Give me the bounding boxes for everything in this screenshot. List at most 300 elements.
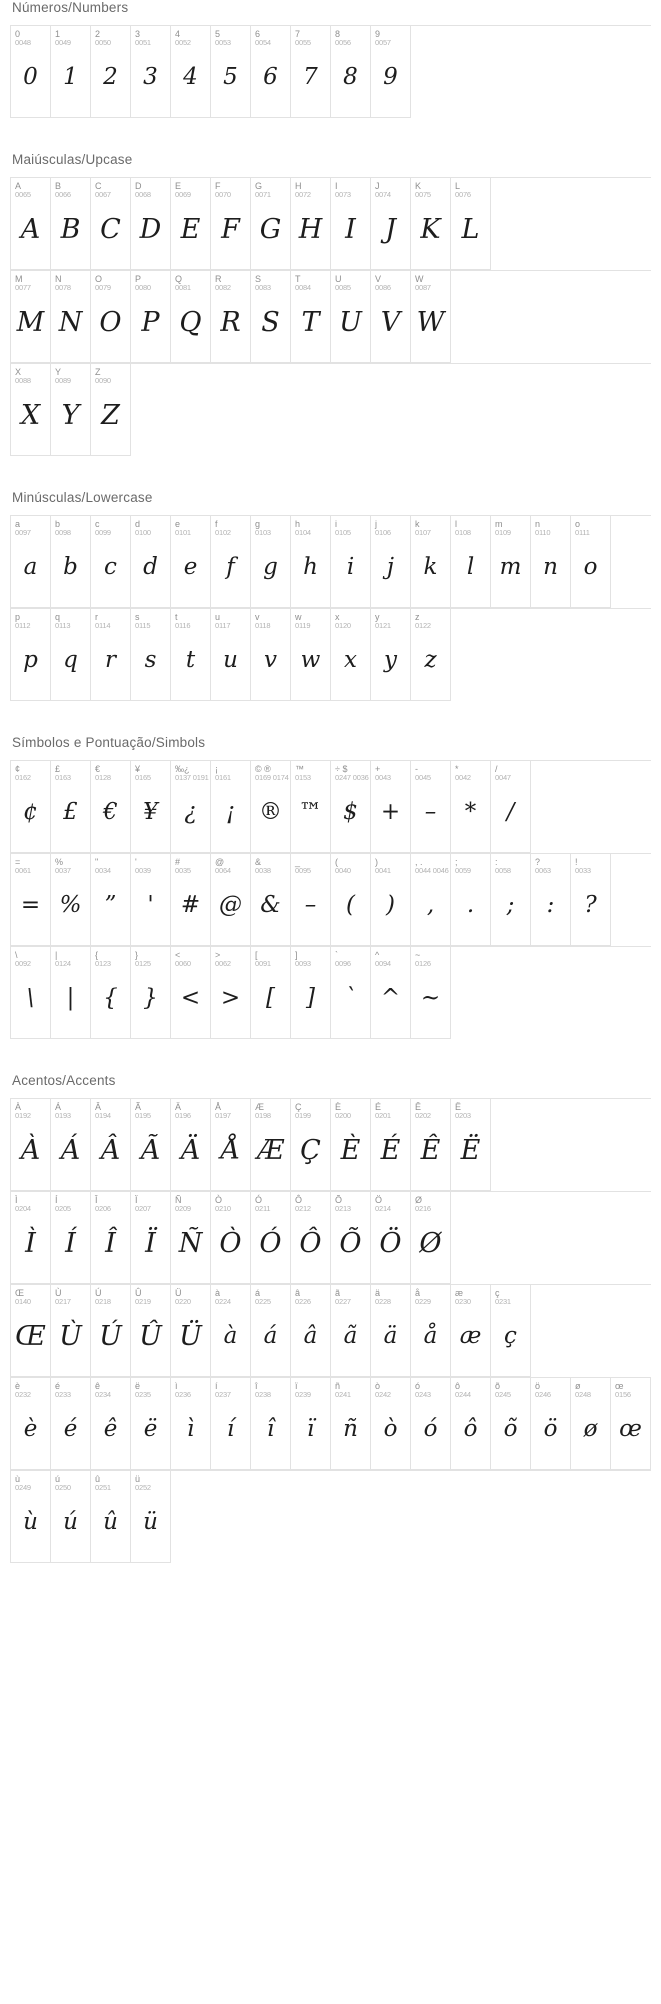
glyph-cell[interactable] (131, 947, 171, 1039)
glyph-char-label: N (55, 274, 62, 284)
glyph-cell[interactable] (491, 1285, 531, 1377)
glyph-preview: 7 (303, 63, 318, 90)
glyph-cell[interactable] (251, 271, 291, 363)
glyph-char-label: æ (455, 1288, 464, 1298)
glyph-char-code: 0229 (415, 1297, 431, 1307)
glyph-cell[interactable] (331, 271, 371, 363)
glyph-char-label: > (215, 950, 221, 960)
glyph-preview: > (220, 984, 241, 1011)
glyph-meta (11, 271, 50, 293)
glyph-cell[interactable] (171, 1285, 211, 1377)
glyph-meta (91, 947, 130, 969)
glyph-preview: / (506, 798, 515, 825)
glyph-cell[interactable] (331, 178, 371, 270)
glyph-cell[interactable] (491, 516, 531, 608)
glyph-meta (291, 761, 330, 783)
glyph-cell[interactable] (131, 1471, 171, 1563)
glyph-cell[interactable] (11, 1192, 51, 1284)
glyph-meta (291, 271, 330, 293)
glyph-cell[interactable] (51, 178, 91, 270)
glyph-char-code: 0111 (575, 528, 590, 538)
glyph-cell[interactable] (291, 854, 331, 946)
glyph-cell[interactable] (171, 854, 211, 946)
glyph-cell[interactable] (211, 516, 251, 608)
glyph-preview: ¢ (23, 798, 38, 825)
glyph-char-code: 0070 (215, 190, 231, 200)
glyph-cell[interactable] (411, 516, 451, 608)
glyph-preview: ' (147, 891, 154, 918)
glyph-meta (491, 1378, 530, 1400)
glyph-char-label: Æ (255, 1102, 264, 1112)
glyph-cell[interactable] (451, 178, 491, 270)
glyph-preview: S (261, 306, 280, 338)
glyph-char-code: 0053 (215, 38, 231, 48)
glyph-cell[interactable] (251, 947, 291, 1039)
glyph-meta (91, 1285, 130, 1307)
glyph-preview: R (220, 306, 241, 338)
glyph-char-code: 0251 (95, 1483, 111, 1493)
glyph-cell[interactable] (91, 1192, 131, 1284)
glyph-char-label: Z (95, 367, 101, 377)
glyph-meta (91, 1471, 130, 1493)
glyph-cell[interactable] (131, 761, 171, 853)
glyph-meta (211, 1285, 250, 1307)
glyph-cell[interactable] (131, 854, 171, 946)
glyph-char-code: 0202 (415, 1111, 431, 1121)
glyph-meta (211, 947, 250, 969)
glyph-cell[interactable] (211, 1285, 251, 1377)
glyph-cell[interactable] (291, 26, 331, 118)
glyph-row (10, 946, 651, 1039)
glyph-char-label: ó (415, 1381, 421, 1391)
glyph-meta (371, 947, 410, 969)
glyph-cell[interactable] (11, 178, 51, 270)
glyph-cell[interactable] (91, 516, 131, 608)
glyph-cell[interactable] (251, 1192, 291, 1284)
glyph-cell[interactable] (411, 271, 451, 363)
glyph-meta (51, 1099, 90, 1121)
glyph-cell[interactable] (451, 1099, 491, 1191)
glyph-preview: l (466, 553, 475, 580)
glyph-char-code: 0103 (255, 528, 271, 538)
glyph-cell[interactable] (51, 1471, 91, 1563)
glyph-char-code: 0099 (95, 528, 111, 538)
glyph-cell[interactable] (451, 854, 491, 946)
glyph-cell[interactable] (331, 947, 371, 1039)
glyph-char-code: 0064 (215, 866, 231, 876)
glyph-meta (171, 1285, 210, 1307)
glyph-cell[interactable] (331, 1378, 371, 1470)
glyph-cell[interactable] (411, 1378, 451, 1470)
glyph-cell[interactable] (51, 609, 91, 701)
glyph-meta (131, 1099, 170, 1121)
glyph-char-label: ì (175, 1381, 178, 1391)
glyph-meta (331, 26, 370, 48)
glyph-char-code: 0125 (135, 959, 151, 969)
glyph-cell[interactable] (411, 761, 451, 853)
glyph-cell[interactable] (91, 609, 131, 701)
glyph-char-code: 0122 (415, 621, 431, 631)
glyph-cell[interactable] (291, 1285, 331, 1377)
glyph-char-code: 0079 (95, 283, 111, 293)
glyph-cell[interactable] (91, 854, 131, 946)
glyph-cell[interactable] (331, 609, 371, 701)
glyph-char-label: í (215, 1381, 218, 1391)
glyph-cell[interactable] (291, 178, 331, 270)
glyph-cell[interactable] (171, 609, 211, 701)
glyph-cell[interactable] (491, 761, 531, 853)
glyph-meta (451, 178, 490, 200)
glyph-cell[interactable] (91, 271, 131, 363)
glyph-cell[interactable] (371, 1285, 411, 1377)
glyph-cell[interactable] (51, 761, 91, 853)
glyph-cell[interactable] (331, 1192, 371, 1284)
glyph-char-label: Í (55, 1195, 58, 1205)
glyph-cell[interactable] (331, 854, 371, 946)
glyph-char-code: 0083 (255, 283, 271, 293)
glyph-cell[interactable] (11, 761, 51, 853)
glyph-preview: N (58, 306, 83, 338)
glyph-meta (51, 1192, 90, 1214)
glyph-meta (371, 1192, 410, 1214)
glyph-cell[interactable] (411, 609, 451, 701)
glyph-cell[interactable] (131, 26, 171, 118)
glyph-cell[interactable] (131, 1285, 171, 1377)
glyph-meta (331, 1378, 370, 1400)
glyph-preview: r (105, 646, 116, 673)
glyph-preview: t (185, 646, 196, 673)
glyph-char-code: 0226 (295, 1297, 311, 1307)
glyph-cell[interactable] (11, 1378, 51, 1470)
glyph-char-label: h (295, 519, 301, 529)
glyph-cell[interactable] (411, 1192, 451, 1284)
glyph-cell[interactable] (331, 26, 371, 118)
glyph-char-label: R (215, 274, 222, 284)
glyph-cell[interactable] (491, 854, 531, 946)
glyph-char-label: ! (575, 857, 578, 867)
glyph-cell[interactable] (451, 761, 491, 853)
glyph-preview: ” (104, 891, 117, 918)
glyph-cell[interactable] (11, 1471, 51, 1563)
glyph-char-code: 0055 (295, 38, 311, 48)
glyph-cell[interactable] (171, 271, 211, 363)
glyph-cell[interactable] (131, 609, 171, 701)
glyph-char-label: Ñ (175, 1195, 182, 1205)
glyph-preview: H (298, 213, 323, 245)
glyph-char-label: O (95, 274, 103, 284)
glyph-cell[interactable] (211, 271, 251, 363)
glyph-cell[interactable] (411, 1285, 451, 1377)
glyph-char-code: 0153 (295, 773, 311, 783)
glyph-cell[interactable] (131, 1378, 171, 1470)
glyph-char-code: 0100 (135, 528, 151, 538)
glyph-cell[interactable] (291, 609, 331, 701)
glyph-meta (251, 1192, 290, 1214)
glyph-cell[interactable] (371, 947, 411, 1039)
glyph-cell[interactable] (371, 854, 411, 946)
glyph-cell[interactable] (291, 1192, 331, 1284)
glyph-cell[interactable] (171, 947, 211, 1039)
glyph-char-code: 0120 (335, 621, 351, 631)
glyph-cell[interactable] (91, 761, 131, 853)
glyph-cell[interactable] (11, 1285, 51, 1377)
glyph-cell[interactable] (171, 1378, 211, 1470)
glyph-meta (371, 1378, 410, 1400)
glyph-meta (491, 854, 530, 876)
glyph-cell[interactable] (51, 854, 91, 946)
glyph-cell[interactable] (531, 516, 571, 608)
glyph-meta (411, 178, 450, 200)
glyph-cell[interactable] (251, 1378, 291, 1470)
glyph-cell[interactable] (171, 761, 211, 853)
glyph-cell[interactable] (371, 761, 411, 853)
glyph-cell[interactable] (211, 854, 251, 946)
glyph-cell[interactable] (331, 1285, 371, 1377)
glyph-cell[interactable] (91, 947, 131, 1039)
glyph-cell[interactable] (131, 271, 171, 363)
glyph-char-label: * (455, 764, 459, 774)
glyph-char-label: q (55, 612, 61, 622)
glyph-meta (411, 947, 450, 969)
glyph-preview: B (60, 213, 81, 245)
glyph-cell[interactable] (371, 271, 411, 363)
glyph-cell[interactable] (171, 1192, 211, 1284)
glyph-char-label: ™ (295, 764, 304, 774)
glyph-cell[interactable] (251, 1099, 291, 1191)
glyph-char-label: L (455, 181, 461, 191)
glyph-row (10, 363, 651, 456)
glyph-cell[interactable] (491, 1378, 531, 1470)
glyph-cell[interactable] (291, 761, 331, 853)
glyph-cell[interactable] (211, 1378, 251, 1470)
glyph-char-label: Ê (415, 1102, 422, 1112)
glyph-char-code: 0078 (55, 283, 71, 293)
glyph-preview: 9 (383, 63, 398, 90)
glyph-char-label: P (135, 274, 142, 284)
glyph-cell[interactable] (211, 26, 251, 118)
glyph-cell[interactable] (251, 26, 291, 118)
glyph-char-label: g (255, 519, 261, 529)
glyph-cell[interactable] (451, 1285, 491, 1377)
glyph-meta (411, 271, 450, 293)
glyph-char-code: 0094 (375, 959, 391, 969)
glyph-cell[interactable] (91, 1099, 131, 1191)
glyph-char-label: õ (495, 1381, 501, 1391)
glyph-cell[interactable] (571, 854, 611, 946)
glyph-cell[interactable] (291, 1378, 331, 1470)
glyph-cell[interactable] (531, 1378, 571, 1470)
glyph-cell[interactable] (91, 1378, 131, 1470)
glyph-preview: P (141, 306, 160, 338)
glyph-cell[interactable] (51, 1285, 91, 1377)
glyph-cell[interactable] (91, 26, 131, 118)
glyph-cell[interactable] (411, 854, 451, 946)
glyph-cell[interactable] (251, 516, 291, 608)
glyph-cell[interactable] (91, 364, 131, 456)
glyph-cell[interactable] (571, 516, 611, 608)
glyph-char-code: 0051 (135, 38, 151, 48)
glyph-cell[interactable] (51, 271, 91, 363)
glyph-preview: Ô (299, 1227, 322, 1259)
glyph-char-code: 0061 (15, 866, 31, 876)
glyph-meta (91, 516, 130, 538)
glyph-cell[interactable] (211, 761, 251, 853)
glyph-cell[interactable] (411, 178, 451, 270)
glyph-preview: Î (105, 1227, 116, 1259)
glyph-char-code: 0113 (55, 621, 71, 631)
glyph-cell[interactable] (51, 1099, 91, 1191)
glyph-char-label: ¡ (215, 764, 218, 774)
glyph-preview: ñ (343, 1415, 358, 1442)
glyph-preview: Ø (419, 1227, 442, 1259)
glyph-char-code: 0161 (215, 773, 231, 783)
glyph-cell[interactable] (371, 26, 411, 118)
glyph-cell[interactable] (211, 609, 251, 701)
glyph-preview: g (263, 553, 278, 580)
glyph-cell[interactable] (251, 609, 291, 701)
glyph-meta (451, 1378, 490, 1400)
glyph-char-code: 0101 (175, 528, 191, 538)
glyph-cell[interactable] (531, 854, 571, 946)
glyph-preview: j (386, 553, 395, 580)
glyph-char-code: 0209 (175, 1204, 191, 1214)
glyph-cell[interactable] (11, 516, 51, 608)
glyph-preview: £ (63, 798, 78, 825)
glyph-char-code: 0217 (55, 1297, 71, 1307)
glyph-char-code: 0041 (375, 866, 391, 876)
glyph-char-label: p (15, 612, 21, 622)
glyph-cell[interactable] (371, 1099, 411, 1191)
glyph-char-label: Ä (175, 1102, 182, 1112)
glyph-cell[interactable] (291, 271, 331, 363)
glyph-cell[interactable] (171, 516, 211, 608)
glyph-char-label: } (135, 950, 139, 960)
glyph-cell[interactable] (51, 364, 91, 456)
glyph-cell[interactable] (131, 516, 171, 608)
glyph-char-code: 0038 (255, 866, 271, 876)
glyph-cell[interactable] (11, 1099, 51, 1191)
glyph-meta (51, 178, 90, 200)
glyph-cell[interactable] (371, 609, 411, 701)
glyph-preview: 4 (183, 63, 198, 90)
glyph-char-label: Ö (375, 1195, 383, 1205)
glyph-cell[interactable] (11, 854, 51, 946)
glyph-preview: Ç (300, 1134, 321, 1166)
glyph-char-code: 0163 (55, 773, 71, 783)
glyph-preview: é (63, 1415, 78, 1442)
glyph-cell[interactable] (91, 1471, 131, 1563)
glyph-char-label: ö (535, 1381, 541, 1391)
glyph-cell[interactable] (11, 947, 51, 1039)
glyph-char-label: i (335, 519, 337, 529)
glyph-meta (131, 516, 170, 538)
glyph-char-label: Ç (295, 1102, 302, 1112)
glyph-cell[interactable] (251, 1285, 291, 1377)
glyph-meta (131, 271, 170, 293)
glyph-cell[interactable] (451, 1378, 491, 1470)
glyph-preview: ì (186, 1415, 195, 1442)
glyph-char-code: 0102 (215, 528, 231, 538)
glyph-cell[interactable] (91, 1285, 131, 1377)
glyph-meta (371, 516, 410, 538)
glyph-cell[interactable] (51, 947, 91, 1039)
glyph-preview: = (20, 891, 41, 918)
glyph-char-code: 0206 (95, 1204, 111, 1214)
glyph-cell[interactable] (51, 26, 91, 118)
glyph-cell[interactable] (371, 178, 411, 270)
glyph-cell[interactable] (51, 1192, 91, 1284)
glyph-cell[interactable] (171, 1099, 211, 1191)
glyph-char-code: 0246 (535, 1390, 551, 1400)
glyph-meta (291, 178, 330, 200)
glyph-cell[interactable] (211, 1192, 251, 1284)
glyph-char-label: t (175, 612, 178, 622)
glyph-cell[interactable] (251, 761, 291, 853)
glyph-char-label: @ (215, 857, 225, 867)
glyph-cell[interactable] (51, 516, 91, 608)
glyph-cell[interactable] (211, 947, 251, 1039)
glyph-cell[interactable] (371, 516, 411, 608)
glyph-char-label: è (15, 1381, 21, 1391)
glyph-cell[interactable] (171, 26, 211, 118)
glyph-cell[interactable] (451, 516, 491, 608)
glyph-meta (251, 26, 290, 48)
glyph-char-label: D (135, 181, 142, 191)
glyph-char-label: o (575, 519, 581, 529)
glyph-char-code: 0117 (215, 621, 231, 631)
glyph-row (10, 1098, 651, 1191)
glyph-char-label: ô (455, 1381, 461, 1391)
glyph-cell[interactable] (571, 1378, 611, 1470)
glyph-cell[interactable] (11, 364, 51, 456)
glyph-char-code: 0110 (535, 528, 551, 538)
glyph-cell[interactable] (51, 1378, 91, 1470)
glyph-cell[interactable] (131, 178, 171, 270)
glyph-cell[interactable] (211, 1099, 251, 1191)
glyph-char-label: ; (455, 857, 458, 867)
glyph-cell[interactable] (611, 1378, 651, 1470)
glyph-meta (571, 516, 610, 538)
glyph-cell[interactable] (11, 271, 51, 363)
glyph-cell[interactable] (291, 1099, 331, 1191)
glyph-cell[interactable] (131, 1099, 171, 1191)
glyph-cell[interactable] (251, 854, 291, 946)
glyph-cell[interactable] (11, 26, 51, 118)
glyph-cell[interactable] (171, 178, 211, 270)
glyph-cell[interactable] (11, 609, 51, 701)
glyph-cell[interactable] (291, 947, 331, 1039)
glyph-meta (251, 761, 290, 783)
glyph-cell[interactable] (411, 1099, 451, 1191)
glyph-cell[interactable] (291, 516, 331, 608)
glyph-cell[interactable] (331, 1099, 371, 1191)
glyph-cell[interactable] (91, 178, 131, 270)
glyph-cell[interactable] (331, 516, 371, 608)
glyph-char-code: 0058 (495, 866, 511, 876)
glyph-preview: â (303, 1322, 318, 1349)
glyph-preview: [ (266, 984, 275, 1011)
glyph-meta (251, 1285, 290, 1307)
glyph-char-label: ¢ (15, 764, 21, 774)
glyph-char-code: 0252 (135, 1483, 151, 1493)
glyph-cell[interactable] (371, 1192, 411, 1284)
glyph-cell[interactable] (371, 1378, 411, 1470)
glyph-cell[interactable] (331, 761, 371, 853)
glyph-cell[interactable] (131, 1192, 171, 1284)
glyph-cell[interactable] (211, 178, 251, 270)
glyph-cell[interactable] (411, 947, 451, 1039)
glyph-cell[interactable] (251, 178, 291, 270)
